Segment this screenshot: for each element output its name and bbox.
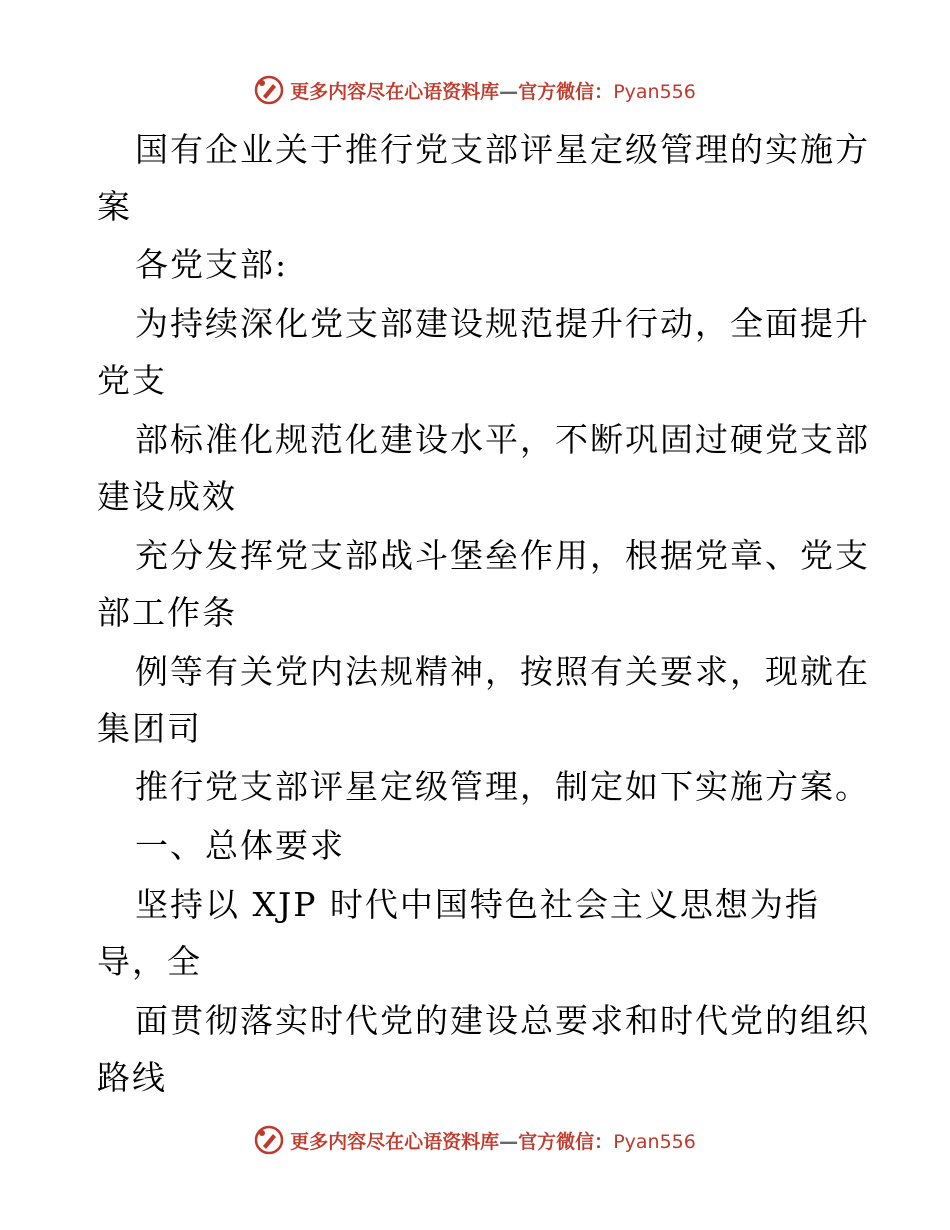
doc-paragraph-line: 党支	[97, 361, 167, 400]
pen-seal-icon	[254, 1125, 284, 1155]
doc-title-line-2: 案	[97, 187, 132, 226]
doc-title-line-1: 国有企业关于推行党支部评星定级管理的实施方	[135, 130, 870, 169]
doc-paragraph-line: 导，全	[97, 942, 202, 981]
doc-section-heading: 一、总体要求	[135, 826, 345, 865]
doc-paragraph-line: 集团司	[97, 709, 202, 748]
doc-paragraph-line: 充分发挥党支部战斗堡垒作用，根据党章、党支	[135, 536, 870, 575]
watermark-content	[254, 75, 696, 105]
watermark-tail: 官方微信：	[518, 1130, 614, 1153]
doc-paragraph-line: 面贯彻落实时代党的建设总要求和时代党的组织	[135, 1001, 870, 1040]
doc-paragraph-line: 例等有关党内法规精神，按照有关要求，现就在	[135, 652, 870, 691]
watermark-separator: —	[499, 1130, 519, 1153]
watermark-text	[290, 77, 696, 104]
watermark-main: 更多内容尽在心语资料库	[290, 80, 500, 103]
watermark-handle: Pyan556	[613, 1130, 696, 1153]
watermark-main: 更多内容尽在心语资料库	[290, 1130, 500, 1153]
watermark-tail: 官方微信：	[518, 80, 614, 103]
watermark-banner-bottom	[0, 1120, 950, 1160]
doc-paragraph-line: 路线	[97, 1058, 167, 1097]
watermark-separator: —	[499, 80, 519, 103]
doc-salutation: 各党支部:	[135, 245, 289, 284]
doc-paragraph-line: 为持续深化党支部建设规范提升行动，全面提升	[135, 304, 870, 343]
watermark-text	[290, 1127, 696, 1154]
pen-seal-icon	[254, 75, 284, 105]
watermark-banner-top	[0, 70, 950, 110]
doc-paragraph-line: 坚持以 XJP 时代中国特色社会主义思想为指	[135, 885, 820, 924]
doc-paragraph-line: 部工作条	[97, 593, 237, 632]
doc-paragraph-line: 推行党支部评星定级管理，制定如下实施方案。	[135, 767, 870, 806]
watermark-handle: Pyan556	[613, 80, 696, 103]
watermark-content	[254, 1125, 696, 1155]
doc-paragraph-line: 部标准化规范化建设水平，不断巩固过硬党支部	[135, 420, 870, 459]
doc-paragraph-line: 建设成效	[97, 477, 237, 516]
